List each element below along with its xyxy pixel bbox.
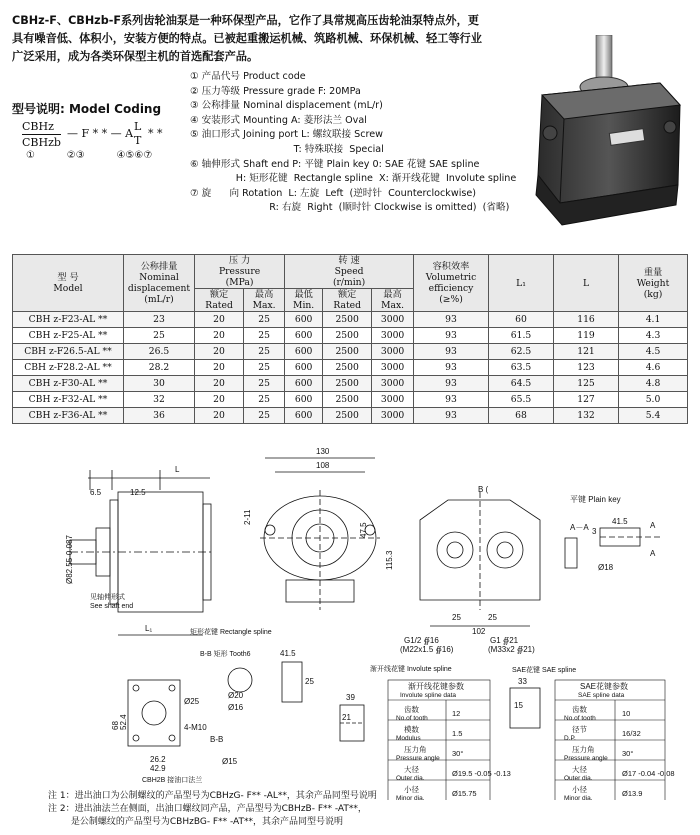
th-weight: 重量 Weight (kg) [619, 255, 688, 312]
th-min-speed: 最低 Min. [285, 289, 323, 312]
table-cell: 2500 [323, 344, 372, 360]
table-cell: 4.8 [619, 376, 688, 392]
dim-2-11: 2-11 [243, 509, 252, 525]
dim-25d: Ø25 [184, 697, 200, 706]
th-pressure: 压 力 Pressure (MPa) [195, 255, 285, 289]
table-cell: 3000 [372, 408, 414, 424]
spline-param-name: 模数 [404, 725, 419, 734]
dim-26-2: 26.2 [150, 755, 166, 764]
table-cell: 61.5 [489, 328, 554, 344]
model-code-suffix-stars: * * [148, 127, 163, 140]
dim-B-top: B ( [478, 485, 489, 494]
legend-item: R: 右旋 Right (顺时针 Clockwise is omitted) (省略) [190, 202, 510, 214]
dim-108: 108 [316, 461, 330, 470]
spline-param-name-en: No.of tooth [396, 715, 428, 722]
table-cell: 68 [489, 408, 554, 424]
spline-param-name-en: No.of tooth [564, 715, 596, 722]
table-cell: 600 [285, 408, 323, 424]
spline-param-name: 大径 [572, 765, 587, 774]
intro-paragraph: CBHz-F、CBHzb-F系列齿轮油泵是一种环保型产品，它作了具常规高压齿轮油泵特点外，更具有噪音低、体积小，安装方便的特点。已被起重搬运机械、筑路机械、环保机械、轻工等行业广泛采用，成为各类环保型主机的首选配套产品。 [12, 14, 482, 63]
table-cell: 127 [554, 392, 619, 408]
table-cell: 62.5 [489, 344, 554, 360]
table-cell: 28.2 [124, 360, 195, 376]
dim-A2: A [650, 549, 656, 558]
spline-param-value: 30° [452, 749, 464, 758]
table-cell: 4.3 [619, 328, 688, 344]
table-cell: 25 [244, 360, 285, 376]
table-cell: 2500 [323, 376, 372, 392]
table-cell: 600 [285, 360, 323, 376]
spline-param-name: 大径 [404, 765, 419, 774]
legend-item: ② 压力等级 Pressure grade F: 20MPa [190, 85, 361, 97]
dim-41-5b: 41.5 [280, 649, 296, 658]
table-cell: 32 [124, 392, 195, 408]
technical-drawings [0, 430, 700, 800]
th-rated-pressure: 额定 Rated [195, 289, 244, 312]
model-code-mid: — F * * — A [67, 127, 134, 140]
table-cell: 93 [414, 360, 489, 376]
table-cell: 93 [414, 344, 489, 360]
th-speed: 转 速 Speed (r/min) [285, 255, 414, 289]
sae-label: SAE花键 SAE spline [512, 667, 577, 674]
dim-82-55: Ø82.55-0.087 [65, 535, 74, 584]
th-max-speed: 最高 Max. [372, 289, 414, 312]
dim-12-5: 12.5 [130, 488, 146, 497]
table-cell: 63.5 [489, 360, 554, 376]
spline-param-name: 压力角 [404, 745, 427, 754]
dim-33: 33 [518, 677, 527, 686]
table-cell: 25 [124, 328, 195, 344]
table-cell: 25 [244, 328, 285, 344]
dim-41-5: 41.5 [612, 517, 628, 526]
dim-102: 102 [472, 627, 486, 636]
involute-label: 渐开线花键 Involute spline [370, 666, 452, 673]
table-cell: 2500 [323, 328, 372, 344]
table-cell: 25 [244, 312, 285, 328]
table-cell: 132 [554, 408, 619, 424]
table-row [13, 408, 688, 424]
dim-L: L [175, 465, 180, 474]
table-cell: CBH z-F30-AL ** [13, 376, 124, 392]
table-cell: 2500 [323, 392, 372, 408]
table-cell: 93 [414, 408, 489, 424]
th-efficiency: 容积效率 Volumetric efficiency (≥%) [414, 255, 489, 312]
dim-25c: 25 [305, 677, 314, 686]
dim-15b: 15 [514, 701, 523, 710]
note-line: 是公制螺纹的产品型号为CBHzBG- F** -AT**，其余产品同型号说明 [48, 817, 343, 827]
spline-param-value: 30° [622, 749, 634, 758]
dim-G1-2: G1/2 ∯16 [404, 636, 439, 645]
plain-key-label: 平键 Plain key [570, 495, 621, 504]
th-l: L [554, 255, 619, 312]
dim-47-5: 47.5 [359, 522, 368, 538]
table-cell: 20 [195, 376, 244, 392]
table-cell: 4.5 [619, 344, 688, 360]
table-cell: 119 [554, 328, 619, 344]
legend-item: ⑥ 轴伸形式 Shaft end P: 平键 Plain key 0: SAE 花键 SAE spline [190, 158, 480, 170]
spline-param-name-en: Outer dia. [564, 775, 593, 782]
spline-param-name: 径节 [572, 725, 587, 734]
dim-A1: A [650, 521, 656, 530]
table-cell: CBH z-F23-AL ** [13, 312, 124, 328]
model-code-b: CBHzb [22, 136, 61, 149]
shaft-note: 见轴伸形式 [90, 594, 125, 601]
table-cell: 93 [414, 392, 489, 408]
table-cell: 4.6 [619, 360, 688, 376]
table-row [13, 328, 688, 344]
notes [48, 790, 568, 829]
shaft-note-en: See shaft end [90, 603, 134, 610]
coding-legend [190, 70, 520, 216]
dim-BB: B-B [210, 735, 224, 744]
involute-shaft-drawing [340, 705, 364, 741]
spline-param-name: 小径 [404, 785, 419, 794]
table-cell: 2500 [323, 408, 372, 424]
table-row [13, 312, 688, 328]
table-cell: 3000 [372, 360, 414, 376]
table-row [13, 344, 688, 360]
spline-param-name-en: Modulus [396, 735, 421, 742]
spline-param-name-en: Pressure angle [564, 755, 608, 762]
spline-param-value: Ø17 -0.04 -0.08 [622, 769, 675, 778]
table-cell: 3000 [372, 328, 414, 344]
spline-param-value: 1.5 [452, 729, 463, 738]
dim-M33: (M33x2 ∯21) [488, 645, 535, 654]
spline-param-name: 齿数 [572, 705, 587, 714]
table-cell: 64.5 [489, 376, 554, 392]
spline-param-value: 16/32 [622, 729, 641, 738]
legend-item: ① 产品代号 Product code [190, 71, 306, 82]
inv-title-en: Involute spline data [400, 692, 457, 699]
table-cell: 25 [244, 392, 285, 408]
table-cell: 93 [414, 376, 489, 392]
table-cell: CBH z-F25-AL ** [13, 328, 124, 344]
sae-title-en: SAE spline data [578, 692, 625, 699]
dim-3: 3 [592, 527, 597, 536]
table-cell: 3000 [372, 312, 414, 328]
table-cell: 4.1 [619, 312, 688, 328]
table-cell: 600 [285, 344, 323, 360]
table-cell: 26.5 [124, 344, 195, 360]
table-cell: 116 [554, 312, 619, 328]
table-cell: 600 [285, 328, 323, 344]
legend-item: T: 特殊联接 Special [190, 143, 384, 155]
table-cell: CBH z-F28.2-AL ** [13, 360, 124, 376]
table-row [13, 360, 688, 376]
dim-68: 68 [111, 721, 120, 730]
table-cell: 5.4 [619, 408, 688, 424]
cbh2b-label: CBH2B 接油口法兰 [142, 777, 203, 784]
table-cell: 121 [554, 344, 619, 360]
table-cell: 20 [195, 344, 244, 360]
spec-table [12, 254, 688, 424]
table-cell: 25 [244, 344, 285, 360]
dim-15: Ø15 [222, 757, 238, 766]
dim-AA: A－A [570, 523, 589, 532]
table-cell: 20 [195, 360, 244, 376]
table-cell: 600 [285, 376, 323, 392]
th-displacement: 公称排量 Nominal displacement (mL/r) [124, 255, 195, 312]
legend-item: ④ 安装形式 Mounting A: 菱形法兰 Oval [190, 114, 367, 126]
dim-115-3: 115.3 [385, 550, 394, 570]
note-line: 注 1：进出油口为公制螺纹的产品型号为CBHzG- F** -AL**，其余产品同型号说明 [48, 791, 377, 801]
dim-G1: G1 ∯21 [490, 636, 519, 645]
table-cell: 65.5 [489, 392, 554, 408]
table-cell: 2500 [323, 312, 372, 328]
spline-param-name: 小径 [572, 785, 587, 794]
dim-6-5: 6.5 [90, 488, 102, 497]
table-cell: 123 [554, 360, 619, 376]
coding-title: 型号说明: Model Coding [12, 102, 162, 116]
table-cell: 25 [244, 408, 285, 424]
table-cell: 93 [414, 312, 489, 328]
legend-item: H: 矩形花键 Rectangle spline X: 渐开线花键 Involute spline [190, 173, 517, 185]
model-code-suffix-T: T [134, 134, 142, 147]
sae-title: SAE花键参数 [580, 682, 629, 691]
dim-16: Ø16 [228, 703, 244, 712]
dim-130: 130 [316, 447, 330, 456]
port-flange-drawing [128, 680, 180, 746]
model-code-a: CBHz [22, 120, 54, 133]
spline-param-value: 10 [622, 709, 631, 718]
table-row [13, 376, 688, 392]
spline-param-name-en: Outer dia. [396, 775, 425, 782]
spline-param-value: 12 [452, 709, 461, 718]
legend-item: ⑤ 油口形式 Joining port L: 螺纹联接 Screw [190, 129, 384, 141]
th-max-pressure: 最高 Max. [244, 289, 285, 312]
table-cell: 23 [124, 312, 195, 328]
legend-item: ③ 公称排量 Nominal displacement (mL/r) [190, 100, 383, 112]
spline-param-name-en: Minor dia. [396, 795, 425, 800]
spline-param-name-en: Minor dia. [564, 795, 593, 800]
spline-param-name-en: Pressure angle [396, 755, 440, 762]
spline-param-value: Ø15.75 [452, 789, 477, 798]
table-cell: 3000 [372, 344, 414, 360]
dim-18: Ø18 [598, 563, 614, 572]
table-cell: 20 [195, 312, 244, 328]
dim-52-4: 52.4 [119, 714, 128, 730]
note-line: 注 2：进出油法兰在侧面，出油口螺纹同产品，产品型号为CBHzB- F** -AT**， [48, 804, 367, 814]
table-cell: 93 [414, 328, 489, 344]
dim-25a: 25 [452, 613, 461, 622]
model-code-circles: ① ②③ ④⑤⑥⑦ [26, 150, 153, 161]
table-cell: 20 [195, 408, 244, 424]
dim-L1: L₁ [145, 624, 153, 633]
pump-photo [520, 35, 690, 235]
tooth6-label: B-B 矩形 Tooth6 [200, 651, 251, 658]
th-l1: L₁ [489, 255, 554, 312]
dim-25b: 25 [488, 613, 497, 622]
table-cell: 20 [195, 392, 244, 408]
table-cell: 2500 [323, 360, 372, 376]
th-model: 型 号 Model [13, 255, 124, 312]
spline-param-value: Ø19.5 -0.05 -0.13 [452, 769, 511, 778]
table-cell: 3000 [372, 392, 414, 408]
dim-M10: 4-M10 [184, 723, 207, 732]
spline-param-value: Ø13.9 [622, 789, 643, 798]
table-cell: 600 [285, 392, 323, 408]
table-cell: CBH z-F32-AL ** [13, 392, 124, 408]
dim-M22: (M22x1.5 ∯16) [400, 645, 454, 654]
table-cell: 3000 [372, 376, 414, 392]
table-cell: 60 [489, 312, 554, 328]
table-cell: 30 [124, 376, 195, 392]
table-row [13, 392, 688, 408]
table-cell: 125 [554, 376, 619, 392]
dim-20: Ø20 [228, 691, 244, 700]
table-cell: 600 [285, 312, 323, 328]
legend-item: ⑦ 旋 向 Rotation L: 左旋 Left (逆时针 Counterclockwise) [190, 187, 477, 199]
port-view-drawing [420, 492, 540, 610]
spline-param-name: 齿数 [404, 705, 419, 714]
plain-key-drawing [565, 528, 660, 568]
model-code-suffix-L: L [134, 120, 142, 133]
th-rated-speed: 额定 Rated [323, 289, 372, 312]
table-cell: 20 [195, 328, 244, 344]
rect-spline-label: 矩形花键 Rectangle spline [190, 629, 272, 636]
table-cell: CBH z-F26.5-AL ** [13, 344, 124, 360]
dim-21: 21 [342, 713, 351, 722]
table-cell: CBH z-F36-AL ** [13, 408, 124, 424]
inv-title: 渐开线花键参数 [408, 682, 464, 691]
spline-param-name-en: D.P. [564, 735, 576, 742]
table-cell: 36 [124, 408, 195, 424]
front-view-drawing [260, 490, 380, 610]
table-cell: 25 [244, 376, 285, 392]
dim-39: 39 [346, 693, 355, 702]
table-cell: 5.0 [619, 392, 688, 408]
dim-42-9: 42.9 [150, 764, 166, 773]
spline-param-name: 压力角 [572, 745, 595, 754]
